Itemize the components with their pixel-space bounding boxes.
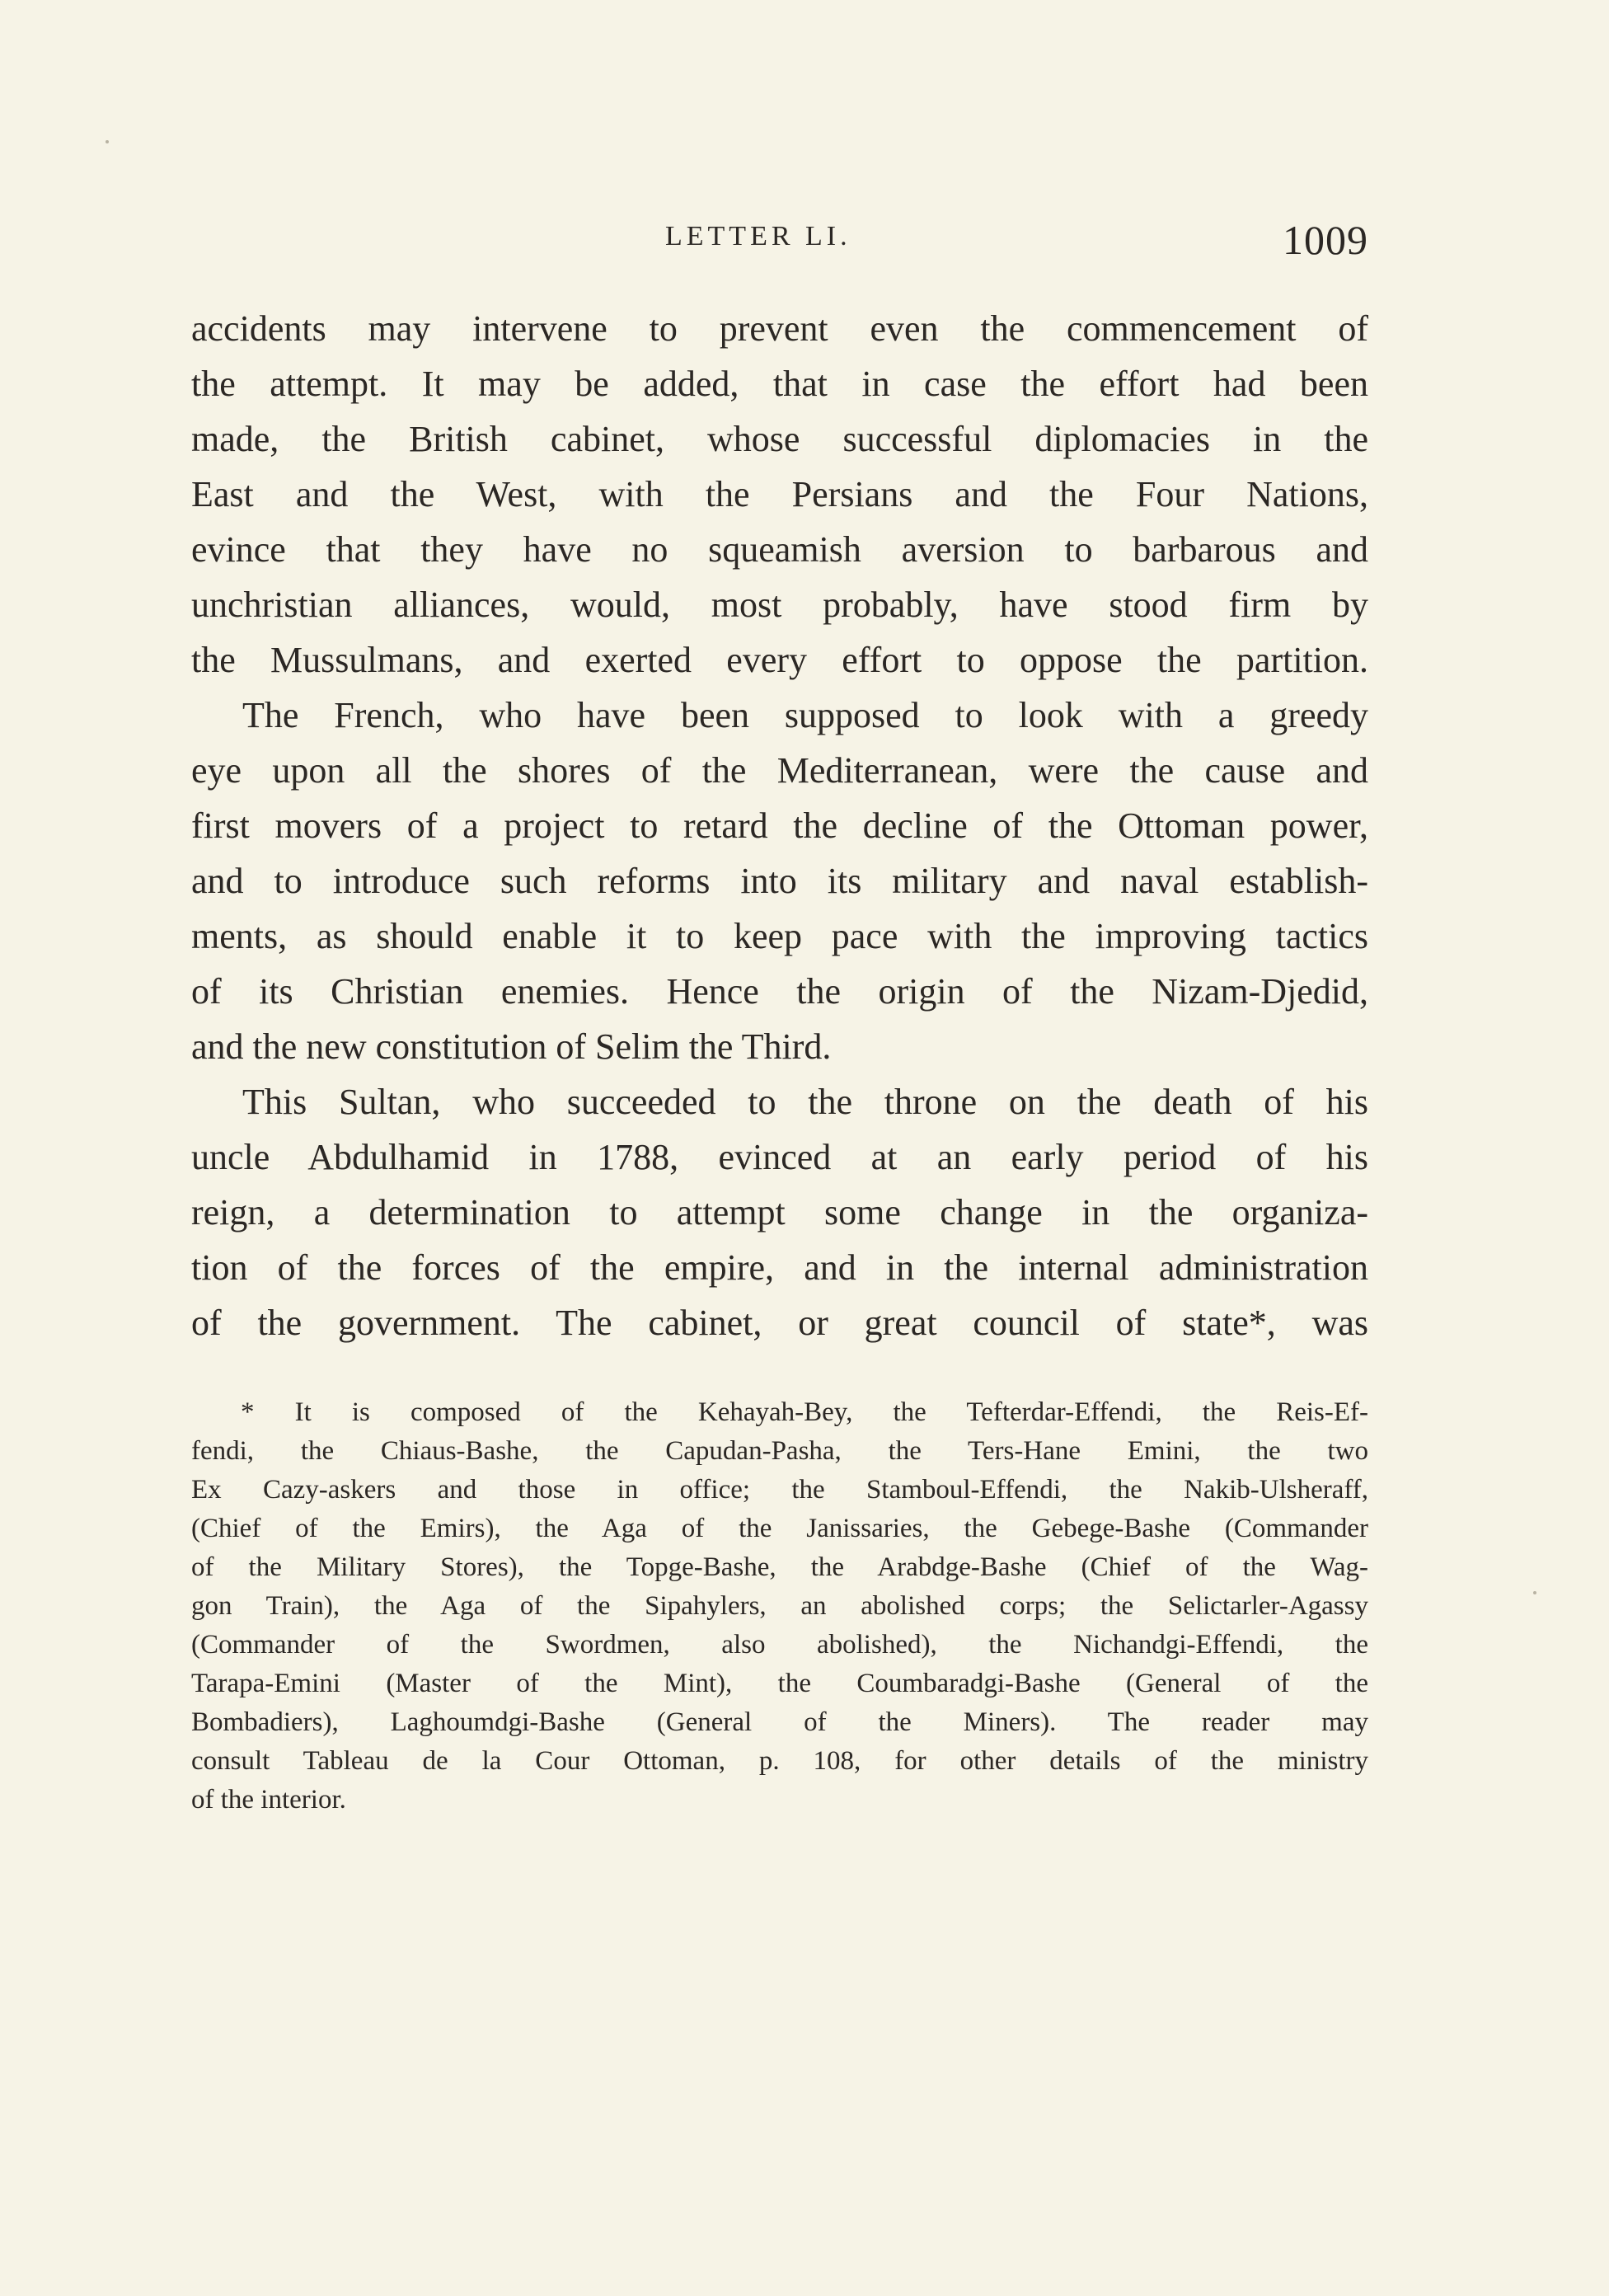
text-line: of the government. The cabinet, or great council of state*, was <box>191 1303 1368 1343</box>
footnote-line: (Chief of the Emirs), the Aga of the Janissaries, the Gebege-Bashe (Commander <box>191 1514 1368 1543</box>
footnote-line: gon Train), the Aga of the Sipahylers, an abolished corps; the Selictarler-Agassy <box>191 1591 1368 1621</box>
paragraph-first-line: The French, who have been supposed to look with a greedy <box>242 695 1368 735</box>
text-line: evince that they have no squeamish aversion to barbarous and <box>191 529 1368 570</box>
text-line: reign, a determination to attempt some change in the organiza- <box>191 1192 1368 1233</box>
text-line: eye upon all the shores of the Mediterranean, were the cause and <box>191 750 1368 791</box>
paragraph-last-line: and the new constitution of Selim the Third. <box>191 1026 832 1067</box>
running-head <box>191 216 1368 265</box>
text-line: of its Christian enemies. Hence the origin of the Nizam-Djedid, <box>191 971 1368 1012</box>
text-line: the attempt. It may be added, that in case the effort had been <box>191 364 1368 404</box>
footnote-line: fendi, the Chiaus-Bashe, the Capudan-Pasha, the Ters-Hane Emini, the two <box>191 1436 1368 1466</box>
paragraph-first-line: This Sultan, who succeeded to the throne on the death of his <box>242 1082 1368 1122</box>
text-line: tion of the forces of the empire, and in the internal administration <box>191 1247 1368 1288</box>
paper-speck <box>1533 1591 1536 1594</box>
text-line: made, the British cabinet, whose successful diplomacies in the <box>191 419 1368 459</box>
paper-speck <box>106 140 109 143</box>
text-line: and to introduce such reforms into its military and naval establish- <box>191 861 1368 901</box>
text-line: ments, as should enable it to keep pace with the improving tactics <box>191 916 1368 956</box>
text-line: uncle Abdulhamid in 1788, evinced at an early period of his <box>191 1137 1368 1177</box>
text-line: accidents may intervene to prevent even the commencement of <box>191 308 1368 349</box>
text-line: the Mussulmans, and exerted every effort to oppose the partition. <box>191 640 1368 680</box>
footnote-last-line: of the interior. <box>191 1785 346 1815</box>
text-line: first movers of a project to retard the decline of the Ottoman power, <box>191 805 1368 846</box>
page-number: 1009 <box>1283 217 1368 263</box>
running-title: LETTER LI. <box>665 221 851 251</box>
text-line: East and the West, with the Persians and the Four Nations, <box>191 474 1368 514</box>
footnote-line: of the Military Stores), the Topge-Bashe, the Arabdge-Bashe (Chief of the Wag- <box>191 1552 1368 1582</box>
footnote-line: Bombadiers), Laghoumdgi-Bashe (General of the Miners). The reader may <box>191 1707 1368 1737</box>
footnote <box>191 1393 1368 1819</box>
footnote-line: consult Tableau de la Cour Ottoman, p. 108, for other details of the ministry <box>191 1746 1368 1776</box>
footnote-line: Ex Cazy-askers and those in office; the Stamboul-Effendi, the Nakib-Ulsheraff, <box>191 1475 1368 1505</box>
text-line: unchristian alliances, would, most probably, have stood firm by <box>191 585 1368 625</box>
footnote-line: (Commander of the Swordmen, also abolished), the Nichandgi-Effendi, the <box>191 1630 1368 1660</box>
footnote-line: Tarapa-Emini (Master of the Mint), the Coumbaradgi-Bashe (General of the <box>191 1669 1368 1698</box>
footnote-first-line: * It is composed of the Kehayah-Bey, the Tefterdar-Effendi, the Reis-Ef- <box>241 1397 1368 1427</box>
body-text <box>191 301 1368 1350</box>
